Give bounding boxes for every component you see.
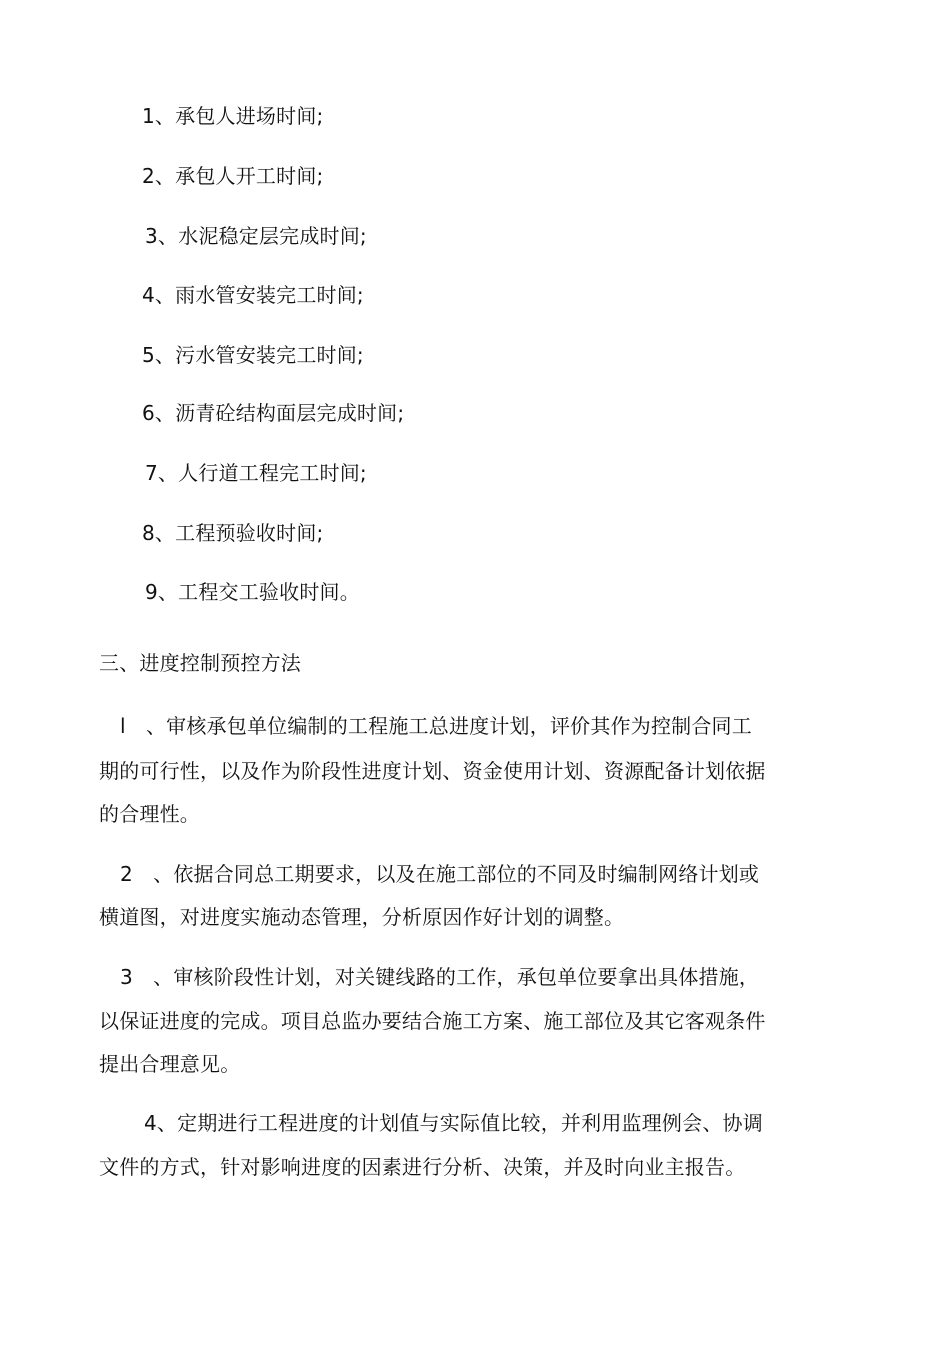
milestone-item-9: 9、工程交工验收时间。: [145, 580, 360, 604]
paragraph-3-line-2: 以保证进度的完成。项目总监办要结合施工方案、施工部位及其它客观条件: [99, 1009, 766, 1033]
paragraph-3-line-3: 提出合理意见。: [99, 1052, 241, 1076]
paragraph-3-line-1: 3 、审核阶段性计划，对关键线路的工作，承包单位要拿出具体措施，: [120, 965, 760, 989]
section-heading: 三、进度控制预控方法: [99, 651, 301, 675]
milestone-item-7: 7、人行道工程完工时间;: [145, 461, 367, 485]
milestone-item-6: 6、沥青砼结构面层完成时间;: [142, 401, 405, 425]
paragraph-1-line-1: l 、审核承包单位编制的工程施工总进度计划，评价其作为控制合同工: [120, 714, 752, 738]
milestone-item-8: 8、工程预验收时间;: [142, 521, 324, 545]
paragraph-1-line-3: 的合理性。: [99, 802, 200, 826]
paragraph-1-line-2: 期的可行性，以及作为阶段性进度计划、资金使用计划、资源配备计划依据: [99, 759, 766, 783]
milestone-item-3: 3、水泥稳定层完成时间;: [145, 224, 367, 248]
milestone-item-4: 4、雨水管安装完工时间;: [142, 283, 364, 307]
paragraph-2-line-2: 横道图，对进度实施动态管理，分析原因作好计划的调整。: [99, 905, 625, 929]
milestone-item-5: 5、污水管安装完工时间;: [142, 343, 364, 367]
paragraph-4-line-2: 文件的方式，针对影响进度的因素进行分析、决策，并及时向业主报告。: [99, 1155, 746, 1179]
milestone-item-1: 1、承包人进场时间;: [142, 104, 324, 128]
milestone-item-2: 2、承包人开工时间;: [142, 164, 324, 188]
paragraph-4-line-1: 4、定期进行工程进度的计划值与实际值比较，并利用监理例会、协调: [144, 1111, 763, 1135]
paragraph-2-line-1: 2 、依据合同总工期要求，以及在施工部位的不同及时编制网络计划或: [120, 862, 760, 886]
